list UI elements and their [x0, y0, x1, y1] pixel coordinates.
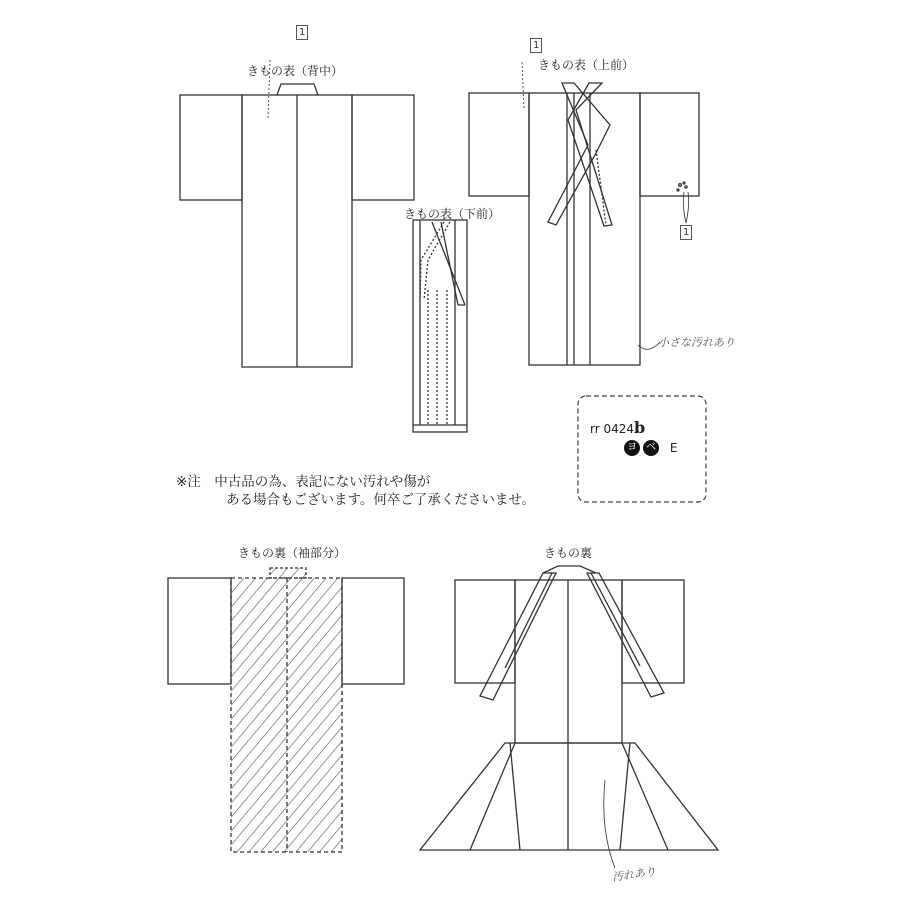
- grade-marks: [624, 440, 677, 456]
- label-upper-front: きもの表（上前）: [538, 58, 635, 72]
- note-small-stain: 小さな汚れあり: [658, 336, 735, 349]
- product-code: [590, 418, 645, 437]
- kimono-lining-diagram: [420, 566, 718, 868]
- label-back-front: きもの表（背中）: [247, 64, 344, 78]
- tag-back: 1: [296, 25, 308, 40]
- notice-line-2: ある場合もございます。何卒ご了承くださいませ。: [226, 492, 536, 508]
- label-lining-sleeve: きもの裏（袖部分）: [238, 546, 347, 560]
- kimono-lining-sleeve-diagram: [168, 568, 404, 852]
- code-suffix: b: [634, 418, 646, 437]
- circle-mark-1: ヨ: [624, 440, 640, 456]
- tag-sleeve-stain: 1: [680, 225, 692, 240]
- tag-upper: 1: [530, 38, 542, 53]
- note-stain: 汚れあり: [611, 864, 657, 884]
- kimono-back-diagram: [180, 60, 414, 367]
- kimono-lower-front-diagram: [413, 220, 467, 432]
- code-prefix: rr 0424: [590, 422, 635, 436]
- label-lower-front: きもの表（下前）: [404, 207, 501, 221]
- notice-line-1: ※注 中古品の為、表記にない汚れや傷が: [176, 474, 431, 490]
- grade-letter: E: [669, 440, 678, 455]
- label-lining: きもの裏: [544, 546, 593, 560]
- circle-mark-2: ベ: [643, 440, 659, 456]
- kimono-upper-front-diagram: [469, 62, 699, 365]
